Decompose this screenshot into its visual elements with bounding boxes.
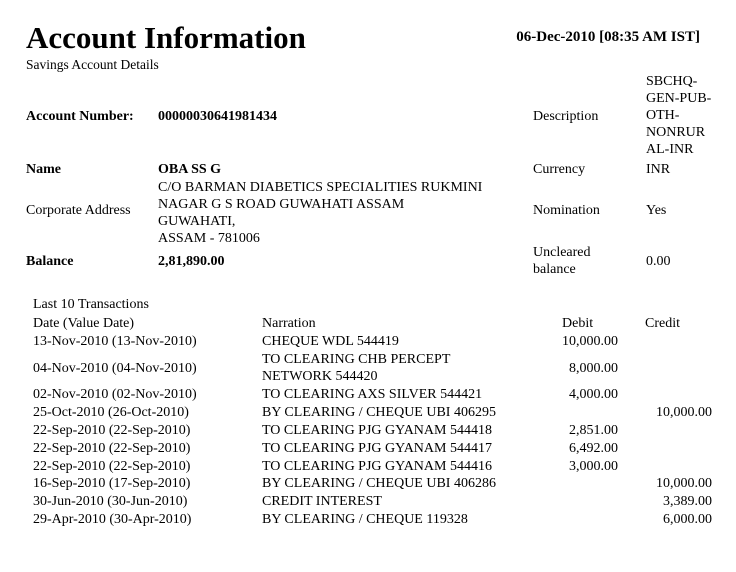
- account-number-value: 00000030641981434: [158, 109, 277, 124]
- transaction-row: [0, 475, 736, 492]
- name-label: Name: [26, 162, 61, 177]
- page-subtitle: Savings Account Details: [26, 57, 159, 72]
- transaction-debit: 8,000.00: [569, 361, 618, 376]
- transaction-date: 02-Nov-2010 (02-Nov-2010): [33, 387, 197, 402]
- transaction-credit: 3,389.00: [663, 494, 712, 509]
- transaction-narration: TO CLEARING AXS SILVER 544421: [262, 387, 483, 402]
- transactions-section-title: Last 10 Transactions: [33, 297, 149, 312]
- transaction-row: [0, 440, 736, 457]
- transaction-date: 22-Sep-2010 (22-Sep-2010): [33, 441, 191, 456]
- transaction-row: [0, 404, 736, 421]
- transaction-narration: TO CLEARING PJG GYANAM 544417: [262, 441, 492, 456]
- transaction-date: 25-Oct-2010 (26-Oct-2010): [33, 405, 189, 420]
- transaction-narration: BY CLEARING / CHEQUE UBI 406286: [262, 476, 496, 491]
- transaction-date: 16-Sep-2010 (17-Sep-2010): [33, 476, 191, 491]
- transaction-narration: CHEQUE WDL 544419: [262, 334, 399, 349]
- transaction-narration: TO CLEARING PJG GYANAM 544416: [262, 459, 492, 474]
- column-header-debit: Debit: [562, 316, 594, 331]
- transaction-debit: 2,851.00: [569, 423, 618, 438]
- account-number-label: Account Number:: [26, 109, 134, 124]
- column-header-narration: Narration: [262, 316, 316, 331]
- corporate-address-label: Corporate Address: [26, 203, 131, 218]
- transaction-narration: BY CLEARING / CHEQUE 119328: [262, 512, 468, 527]
- transaction-debit: 4,000.00: [569, 387, 618, 402]
- description-label: Description: [533, 109, 599, 124]
- currency-value: INR: [646, 162, 671, 177]
- balance-value: 2,81,890.00: [158, 254, 225, 269]
- transaction-row: [0, 493, 736, 510]
- transaction-row: [0, 333, 736, 350]
- description-value: SBCHQ- GEN-PUB- OTH- NONRUR AL-INR: [646, 74, 712, 157]
- transaction-date: 13-Nov-2010 (13-Nov-2010): [33, 334, 197, 349]
- transaction-debit: 6,492.00: [569, 441, 618, 456]
- balance-label: Balance: [26, 254, 74, 269]
- transaction-row: [0, 350, 736, 386]
- corporate-address-value: C/O BARMAN DIABETICS SPECIALITIES RUKMINI NAGAR G S ROAD GUWAHATI ASSAM GUWAHATI, ASSAM - 781006: [158, 180, 483, 246]
- transaction-debit: 10,000.00: [562, 334, 618, 349]
- transaction-row: [0, 458, 736, 475]
- report-datetime: 06-Dec-2010 [08:35 AM IST]: [516, 29, 700, 45]
- currency-label: Currency: [533, 162, 586, 177]
- transaction-narration: TO CLEARING PJG GYANAM 544418: [262, 423, 492, 438]
- transaction-credit: 6,000.00: [663, 512, 712, 527]
- transaction-date: 30-Jun-2010 (30-Jun-2010): [33, 494, 188, 509]
- transaction-narration: TO CLEARING CHB PERCEPT NETWORK 544420: [262, 352, 451, 384]
- transaction-date: 22-Sep-2010 (22-Sep-2010): [33, 423, 191, 438]
- uncleared-balance-value: 0.00: [646, 254, 671, 269]
- transaction-row: [0, 422, 736, 439]
- transaction-narration: BY CLEARING / CHEQUE UBI 406295: [262, 405, 496, 420]
- column-header-date: Date (Value Date): [33, 316, 135, 331]
- transaction-credit: 10,000.00: [656, 405, 712, 420]
- transaction-date: 04-Nov-2010 (04-Nov-2010): [33, 361, 197, 376]
- nomination-label: Nomination: [533, 203, 600, 218]
- name-value: OBA SS G: [158, 162, 222, 177]
- column-header-credit: Credit: [645, 316, 680, 331]
- transaction-date: 22-Sep-2010 (22-Sep-2010): [33, 459, 191, 474]
- nomination-value: Yes: [646, 203, 667, 218]
- transaction-date: 29-Apr-2010 (30-Apr-2010): [33, 512, 192, 527]
- transaction-row: [0, 511, 736, 528]
- uncleared-balance-label: Uncleared balance: [533, 245, 591, 277]
- transaction-narration: CREDIT INTEREST: [262, 494, 382, 509]
- transaction-credit: 10,000.00: [656, 476, 712, 491]
- transaction-row: [0, 386, 736, 403]
- transaction-debit: 3,000.00: [569, 459, 618, 474]
- page-title: Account Information: [26, 20, 306, 55]
